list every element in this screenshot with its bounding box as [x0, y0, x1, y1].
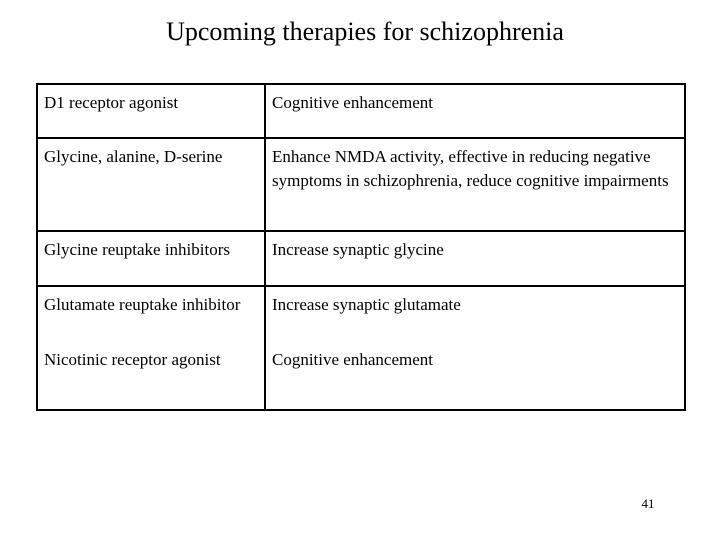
effect-cell: Cognitive enhancement: [272, 93, 433, 112]
table-row: [38, 287, 684, 342]
effect-cell: Increase synaptic glycine: [272, 240, 444, 259]
slide-title: Upcoming therapies for schizophrenia: [166, 17, 564, 46]
agent-cell: Glycine reuptake inhibitors: [44, 240, 231, 259]
agent-cell: D1 receptor agonist: [44, 93, 179, 112]
table-row: [38, 139, 684, 232]
page-number: 41: [641, 496, 655, 511]
table-row: [38, 85, 684, 139]
agent-cell: Glycine, alanine, D-serine: [44, 147, 223, 166]
therapy-table: [36, 83, 686, 411]
agent-cell: Nicotinic receptor agonist: [44, 350, 221, 369]
effect-cell: Enhance NMDA activity, effective in reducing negative symptoms in schizophrenia, reduce cognitive impairments: [272, 147, 669, 190]
effect-cell: Cognitive enhancement: [272, 350, 433, 369]
effect-cell: Increase synaptic glutamate: [272, 295, 461, 314]
agent-cell: Glutamate reuptake inhibitor: [44, 295, 241, 314]
table-row: [38, 232, 684, 287]
table-row: [38, 342, 684, 409]
